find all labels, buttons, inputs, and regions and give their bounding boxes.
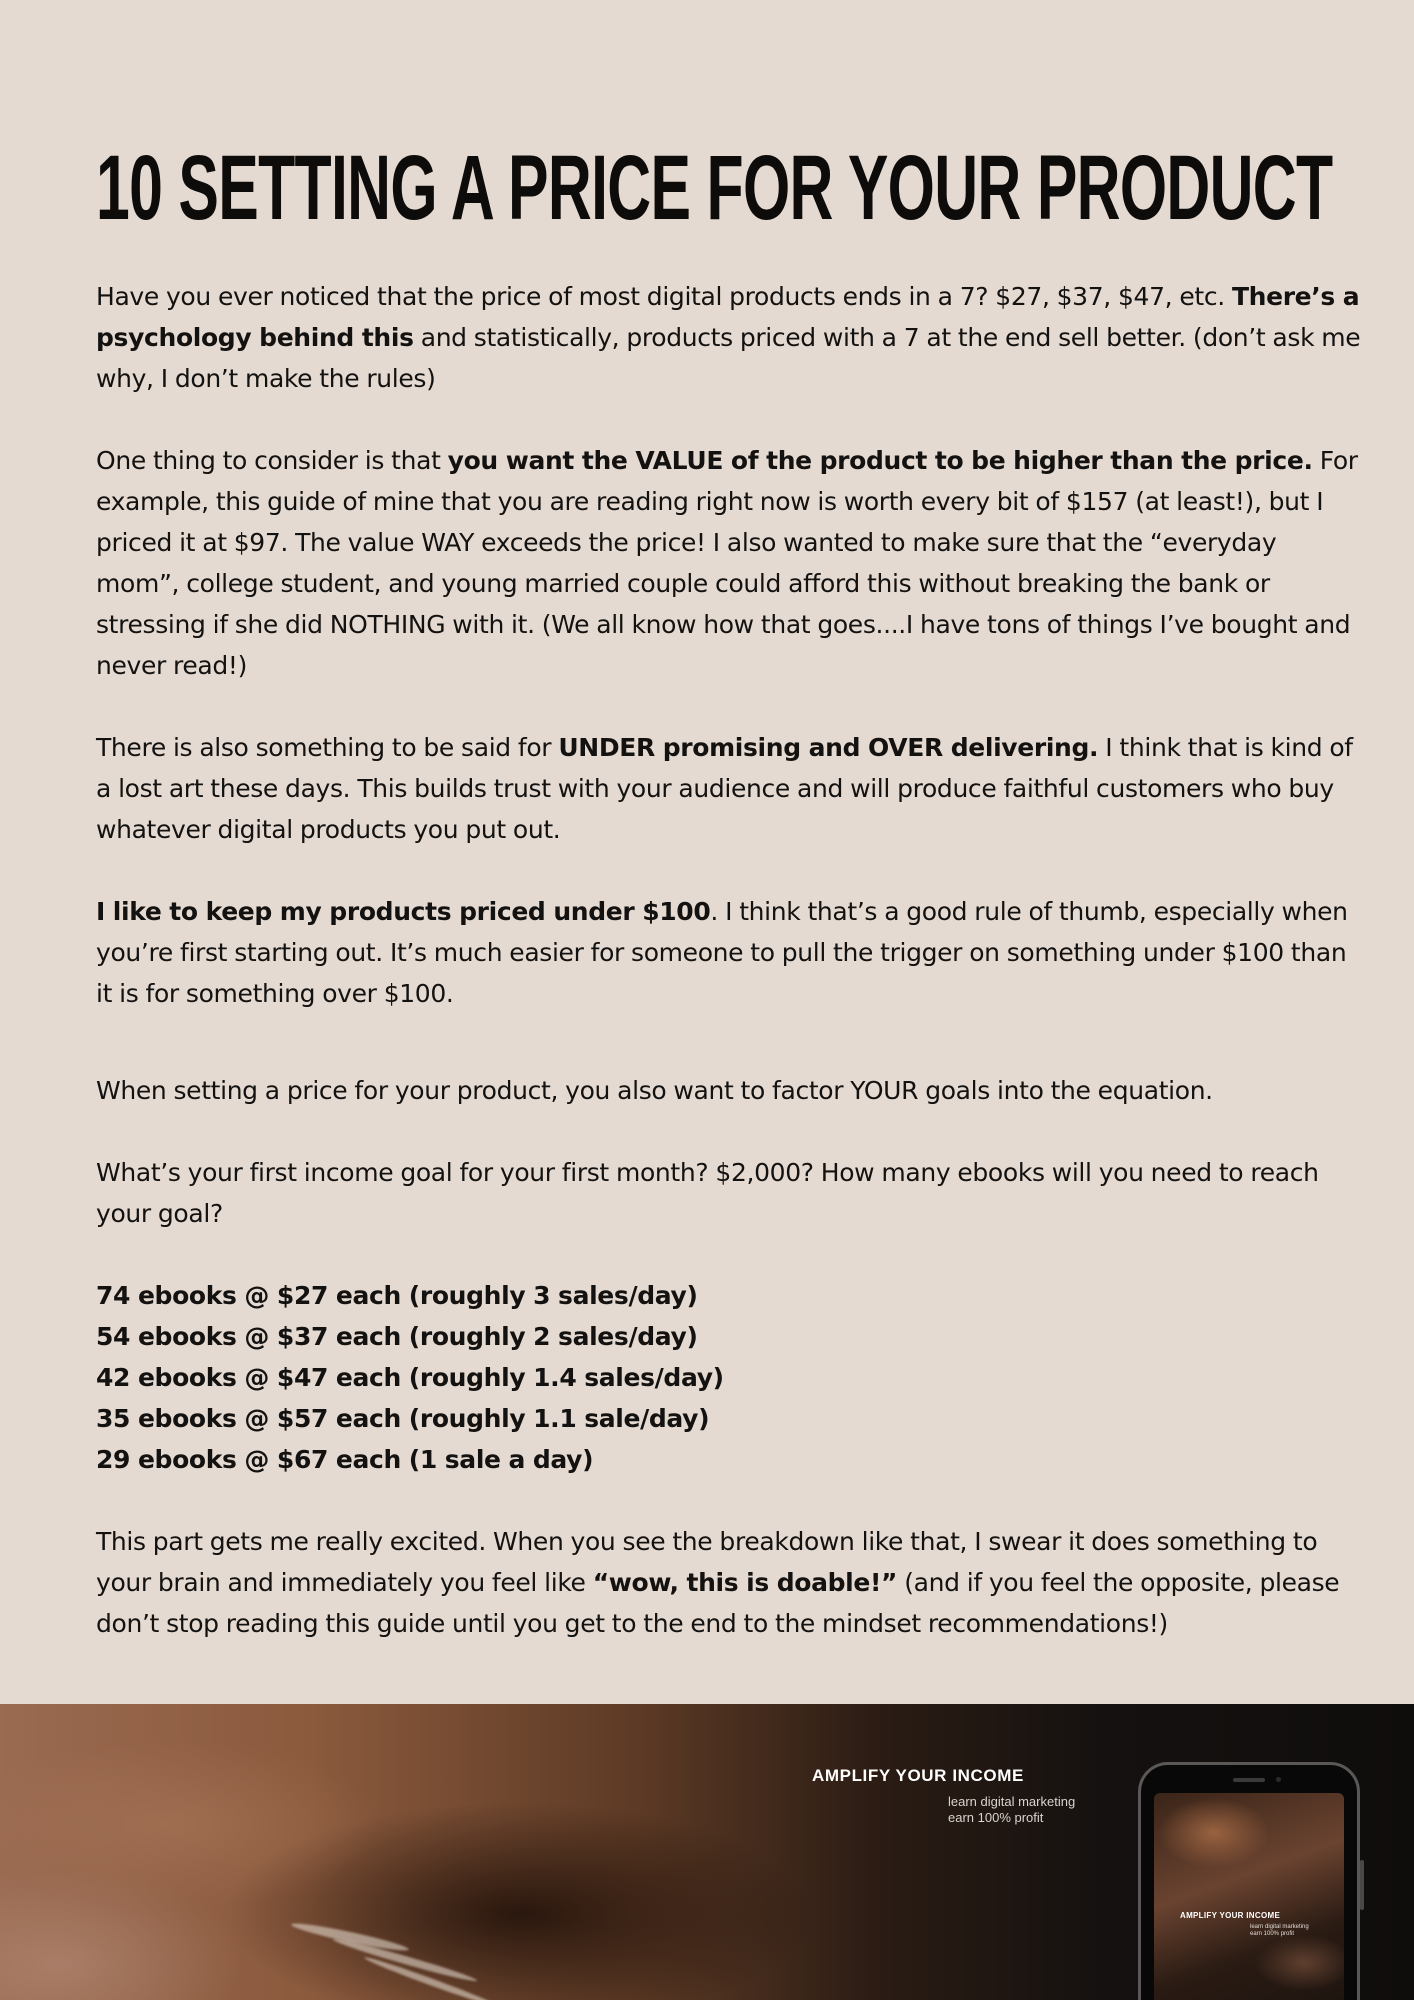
paragraph-income-goal: What’s your first income goal for your first month? $2,000? How many ebooks will you need to reach your goal?	[96, 1158, 1319, 1228]
paragraph-excited: This part gets me really excited. When you see the breakdown like that, I swear it does something to your brain and immediately you feel like “wow, this is doable!” (and if you feel the opposite, please don’t stop reading this guide until you get to the end to the mindset recommendations!)	[96, 1527, 1340, 1638]
promo-subtext: learn digital marketing earn 100% profit	[948, 1794, 1076, 1825]
phone-screen	[1154, 1793, 1344, 2000]
phone-mockup	[1138, 1762, 1360, 2000]
paragraph-seven-pricing: Have you ever noticed that the price of most digital products ends in a 7? $27, $37, $47, etc. There’s a psychology behind this and statistically, products priced with a 7 at the end sell better. (don’t ask me why, I don’t make the rules)	[96, 282, 1361, 393]
list-item: 54 ebooks @ $37 each (roughly 2 sales/day)	[96, 1322, 698, 1351]
bold-phrase: you want the VALUE of the product to be higher than the price.	[447, 446, 1313, 475]
promo-headline: AMPLIFY YOUR INCOME	[812, 1766, 1024, 1785]
page-title: 10 SETTING A PRICE FOR YOUR PRODUCT	[96, 137, 1333, 239]
bold-phrase: There’s a psychology behind this	[96, 282, 1360, 352]
phone-promo-headline: AMPLIFY YOUR INCOME	[1180, 1911, 1281, 1920]
list-item: 74 ebooks @ $27 each (roughly 3 sales/day)	[96, 1281, 698, 1310]
paragraph-factor-goals: When setting a price for your product, you also want to factor YOUR goals into the equation.	[96, 1076, 1213, 1105]
phone-speaker	[1233, 1778, 1265, 1782]
paragraph-value-vs-price: One thing to consider is that you want the VALUE of the product to be higher than the price. For example, this guide of mine that you are reading right now is worth every bit of $157 (at least!), but I priced it at $97. The value WAY exceeds the price! I also wanted to make sure that the “everyday mom”, college student, and young married couple could afford this without breaking the bank or stressing if she did NOTHING with it. (We all know how that goes....I have tons of things I’ve bought and never read!)	[96, 446, 1358, 680]
ebook-sales-list	[96, 1275, 1366, 1480]
phone-camera	[1276, 1777, 1281, 1782]
fork-highlight	[290, 1920, 409, 1955]
fork-highlight	[363, 1954, 497, 2000]
footer-promo-photo	[0, 1704, 1414, 2000]
article-body	[96, 276, 1366, 1644]
phone-promo-subtext: learn digital marketing earn 100% profit	[1250, 1924, 1309, 1937]
list-item: 29 ebooks @ $67 each (1 sale a day)	[96, 1445, 594, 1474]
bold-phrase: I like to keep my products priced under $100	[96, 897, 711, 926]
paragraph-under-promise: There is also something to be said for UNDER promising and OVER delivering. I think that is kind of a lost art these days. This builds trust with your audience and will produce faithful customers who buy whatever digital products you put out.	[96, 733, 1353, 844]
bold-phrase: UNDER promising and OVER delivering.	[558, 733, 1099, 762]
fork-highlight	[332, 1935, 478, 1984]
list-item: 42 ebooks @ $47 each (roughly 1.4 sales/day)	[96, 1363, 724, 1392]
phone-side-button	[1360, 1860, 1364, 1910]
paragraph-under-100: I like to keep my products priced under $100. I think that’s a good rule of thumb, especially when you’re first starting out. It’s much easier for someone to pull the trigger on something under $100 than it is for something over $100.	[96, 897, 1348, 1008]
list-item: 35 ebooks @ $57 each (roughly 1.1 sale/day)	[96, 1404, 710, 1433]
bold-phrase: “wow, this is doable!”	[592, 1568, 898, 1597]
